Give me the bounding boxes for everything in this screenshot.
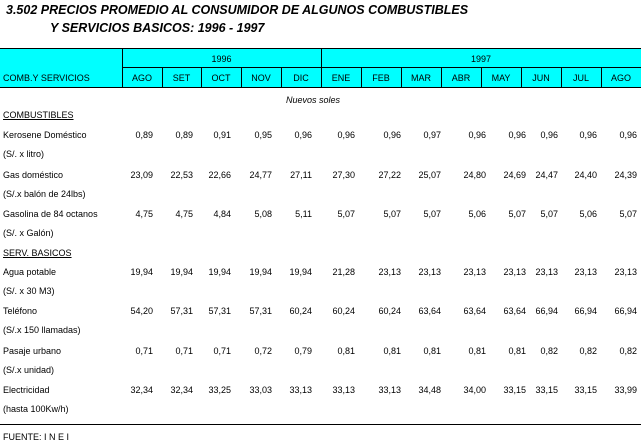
row-unit: (S/.x unidad) — [3, 365, 55, 375]
table-cell: 0,96 — [383, 130, 401, 140]
table-cell: 33,99 — [614, 385, 637, 395]
table-cell: 5,06 — [579, 209, 597, 219]
month-header: MAY — [491, 73, 511, 83]
table-cell: 33,15 — [503, 385, 526, 395]
table-cell: 66,94 — [574, 306, 597, 316]
month-header: DIC — [293, 73, 309, 83]
table-cell: 21,28 — [332, 267, 355, 277]
row-unit: (hasta 100Kw/h) — [3, 404, 69, 414]
table-cell: 5,07 — [337, 209, 355, 219]
table-cell: 0,71 — [175, 346, 193, 356]
month-divider — [441, 68, 442, 87]
table-cell: 23,13 — [535, 267, 558, 277]
table-cell: 23,13 — [418, 267, 441, 277]
table-cell: 19,94 — [289, 267, 312, 277]
month-header: MAR — [411, 73, 431, 83]
month-header: AGO — [610, 73, 631, 83]
table-cell: 54,20 — [130, 306, 153, 316]
month-header: AGO — [131, 73, 152, 83]
table-cell: 0,89 — [175, 130, 193, 140]
table-cell: 33,03 — [249, 385, 272, 395]
table-cell: 22,66 — [208, 170, 231, 180]
table-cell: 63,64 — [418, 306, 441, 316]
table-cell: 0,95 — [254, 130, 272, 140]
table-cell: 0,89 — [135, 130, 153, 140]
table-cell: 66,94 — [614, 306, 637, 316]
table-cell: 5,06 — [468, 209, 486, 219]
table-cell: 24,69 — [503, 170, 526, 180]
header-mid-line — [122, 67, 641, 68]
row-label: Agua potable — [3, 267, 57, 277]
table-cell: 0,71 — [213, 346, 231, 356]
header-bottom-line — [0, 87, 641, 88]
table-cell: 0,79 — [294, 346, 312, 356]
table-cell: 23,09 — [130, 170, 153, 180]
table-cell: 0,96 — [337, 130, 355, 140]
table-cell: 27,22 — [378, 170, 401, 180]
month-divider — [241, 68, 242, 87]
month-divider — [162, 68, 163, 87]
table-cell: 0,82 — [619, 346, 637, 356]
month-divider — [281, 68, 282, 87]
table-cell: 33,13 — [378, 385, 401, 395]
row-unit: (S/.x balón de 24lbs) — [3, 189, 86, 199]
table-cell: 23,13 — [503, 267, 526, 277]
table-cell: 4,75 — [135, 209, 153, 219]
table-cell: 66,94 — [535, 306, 558, 316]
month-divider — [521, 68, 522, 87]
table-cell: 57,31 — [170, 306, 193, 316]
table-cell: 0,96 — [468, 130, 486, 140]
section-title: COMBUSTIBLES — [3, 110, 74, 120]
table-title-line-1: 3.502 PRECIOS PROMEDIO AL CONSUMIDOR DE ALGUNOS COMBUSTIBLES — [6, 3, 469, 17]
table-cell: 5,07 — [383, 209, 401, 219]
table-cell: 27,11 — [290, 170, 312, 180]
table-cell: 0,97 — [423, 130, 441, 140]
table-cell: 60,24 — [378, 306, 401, 316]
table-cell: 33,13 — [289, 385, 312, 395]
table-cell: 0,81 — [423, 346, 441, 356]
row-unit: (S/. x 30 M3) — [3, 286, 55, 296]
table-cell: 0,91 — [213, 130, 231, 140]
year-1997: 1997 — [470, 54, 492, 64]
source-footer: FUENTE: I N E I — [3, 432, 70, 442]
row-unit: (S/. x Galón) — [3, 228, 54, 238]
table-cell: 0,72 — [254, 346, 272, 356]
table-cell: 27,30 — [332, 170, 355, 180]
table-cell: 57,31 — [249, 306, 272, 316]
month-divider — [201, 68, 202, 87]
table-cell: 33,25 — [208, 385, 231, 395]
row-unit: (S/.x 150 llamadas) — [3, 325, 81, 335]
table-cell: 24,80 — [463, 170, 486, 180]
table-cell: 0,96 — [508, 130, 526, 140]
month-divider — [361, 68, 362, 87]
table-cell: 0,96 — [294, 130, 312, 140]
table-cell: 5,07 — [508, 209, 526, 219]
table-cell: 34,00 — [463, 385, 486, 395]
table-cell: 63,64 — [503, 306, 526, 316]
table-cell: 5,07 — [423, 209, 441, 219]
table-cell: 57,31 — [208, 306, 231, 316]
table-cell: 19,94 — [130, 267, 153, 277]
row-label: Pasaje urbano — [3, 346, 62, 356]
table-cell: 23,13 — [614, 267, 637, 277]
month-header: OCT — [211, 73, 231, 83]
table-cell: 0,71 — [135, 346, 153, 356]
table-cell: 33,15 — [535, 385, 558, 395]
month-divider — [601, 68, 602, 87]
table-cell: 0,82 — [540, 346, 558, 356]
table-cell: 23,13 — [378, 267, 401, 277]
month-divider — [481, 68, 482, 87]
row-label: Electricidad — [3, 385, 50, 395]
row-label: Kerosene Doméstico — [3, 130, 87, 140]
year-1996: 1996 — [211, 54, 232, 64]
month-divider — [401, 68, 402, 87]
section-title: SERV. BASICOS — [3, 248, 72, 258]
table-cell: 5,08 — [254, 209, 272, 219]
unit-label: Nuevos soles — [286, 95, 341, 105]
table-cell: 24,39 — [614, 170, 637, 180]
table-cell: 0,81 — [508, 346, 526, 356]
table-cell: 22,53 — [170, 170, 193, 180]
table-cell: 0,96 — [540, 130, 558, 140]
table-cell: 24,77 — [249, 170, 272, 180]
table-cell: 34,48 — [418, 385, 441, 395]
table-cell: 0,81 — [468, 346, 486, 356]
month-header: SET — [172, 73, 191, 83]
table-cell: 5,11 — [295, 209, 312, 219]
table-cell: 5,07 — [619, 209, 637, 219]
row-label: Gas doméstico — [3, 170, 64, 180]
month-header: FEB — [372, 73, 390, 83]
table-cell: 19,94 — [249, 267, 272, 277]
table-cell: 0,81 — [337, 346, 355, 356]
month-header: ABR — [451, 73, 471, 83]
month-header: JUN — [532, 73, 550, 83]
table-cell: 23,13 — [574, 267, 597, 277]
table-cell: 25,07 — [418, 170, 441, 180]
table-cell: 32,34 — [130, 385, 153, 395]
table-cell: 32,34 — [170, 385, 193, 395]
month-header: NOV — [251, 73, 271, 83]
table-cell: 60,24 — [332, 306, 355, 316]
table-cell: 5,07 — [540, 209, 558, 219]
table-cell: 24,40 — [574, 170, 597, 180]
row-label: Teléfono — [3, 306, 38, 316]
month-header: ENE — [331, 73, 351, 83]
month-divider — [561, 68, 562, 87]
table-cell: 33,13 — [332, 385, 355, 395]
table-cell: 0,81 — [383, 346, 401, 356]
table-cell: 63,64 — [463, 306, 486, 316]
row-label: Gasolina de 84 octanos — [3, 209, 98, 219]
table-cell: 4,84 — [213, 209, 231, 219]
month-header: JUL — [572, 73, 589, 83]
footer-line — [0, 424, 641, 425]
table-cell: 23,13 — [463, 267, 486, 277]
row-unit: (S/. x litro) — [3, 149, 45, 159]
table-cell: 24,47 — [535, 170, 558, 180]
table-cell: 33,15 — [574, 385, 597, 395]
table-cell: 0,96 — [619, 130, 637, 140]
table-title-line-2: Y SERVICIOS BASICOS: 1996 - 1997 — [50, 21, 265, 35]
table-cell: 60,24 — [289, 306, 312, 316]
table-cell: 0,96 — [579, 130, 597, 140]
row-label-header: COMB.Y SERVICIOS — [3, 73, 90, 83]
table-cell: 4,75 — [175, 209, 193, 219]
table-cell: 0,82 — [579, 346, 597, 356]
table-cell: 19,94 — [170, 267, 193, 277]
table-cell: 19,94 — [208, 267, 231, 277]
